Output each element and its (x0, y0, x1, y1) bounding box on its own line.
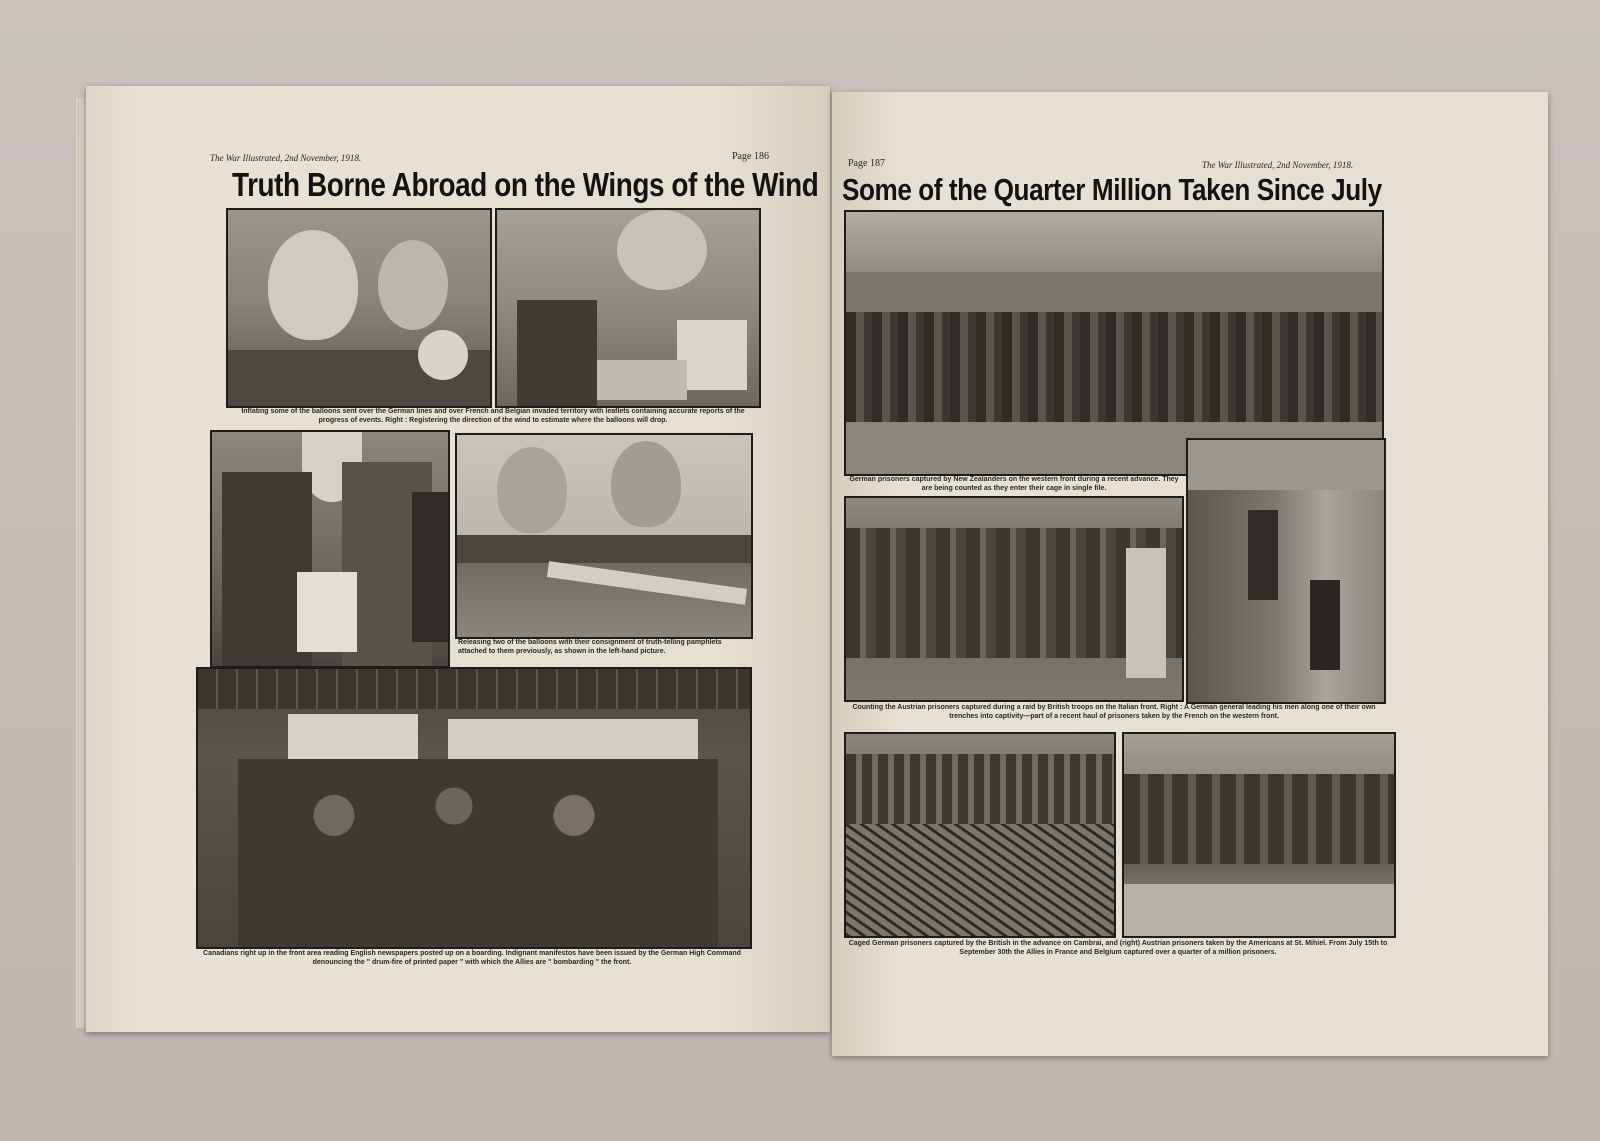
caption-bottom: Canadians right up in the front area reading English newspapers posted up on a boarding. Indignant manifestos have been issued by the German High Command denouncing the " drum-fire of printed paper " with which the Allies are " bombarding " the front. (203, 950, 741, 966)
photo-balloon-inflating (226, 208, 492, 408)
photo-wind-direction (495, 208, 761, 408)
caption-top-left: Inflating some of the balloons sent over the German lines and over French and Belgian invaded territory with leaflets containing accurate reports of the progress of events. Right : Registering the direction of the wind to estimate where the balloons will drop. (241, 408, 745, 424)
right-folio: The War Illustrated, 2nd November, 1918. (1202, 160, 1354, 170)
photo-general-trench (1186, 438, 1386, 704)
caption-middle-right: Releasing two of the balloons with their consignment of truth-telling pamphlets attached to them previously, as shown in the left-hand picture. (458, 639, 722, 655)
photo-attaching-pamphlets (210, 430, 450, 668)
photo-prisoners-single-file (844, 210, 1384, 476)
photo-releasing-balloons (455, 433, 753, 639)
caption-top-right: German prisoners captured by New Zealanders on the western front during a recent advance. They are being counted as they enter their cage in single file. (849, 476, 1179, 492)
photo-austrian-prisoners (844, 496, 1184, 702)
caption-bottom-right-page: Caged German prisoners captured by the British in the advance on Cambrai, and (right) Austrian prisoners taken by the Americans at St. Mihiel. From July 15th to September 30th the Allies in France and Belgium captured over a quarter of a million prisoners. (848, 940, 1388, 956)
right-headline: Some of the Quarter Million Taken Since July (842, 172, 1382, 207)
photo-canadians-reading (196, 667, 752, 949)
photo-caged-prisoners (844, 732, 1116, 938)
left-headline: Truth Borne Abroad on the Wings of the Wind (232, 166, 819, 203)
caption-middle-right-page: Counting the Austrian prisoners captured during a raid by British troops on the Italian front. Right : A German general leading his men along one of their own trenches into captivity—part of a recent haul of prisoners taken by the French on the western front. (852, 704, 1376, 720)
left-folio: The War Illustrated, 2nd November, 1918. (210, 153, 362, 163)
left-page (86, 86, 830, 1032)
photo-st-mihiel-prisoners (1122, 732, 1396, 938)
right-page (832, 92, 1548, 1056)
left-page-number: Page 186 (732, 151, 769, 162)
right-page-number: Page 187 (848, 158, 885, 169)
